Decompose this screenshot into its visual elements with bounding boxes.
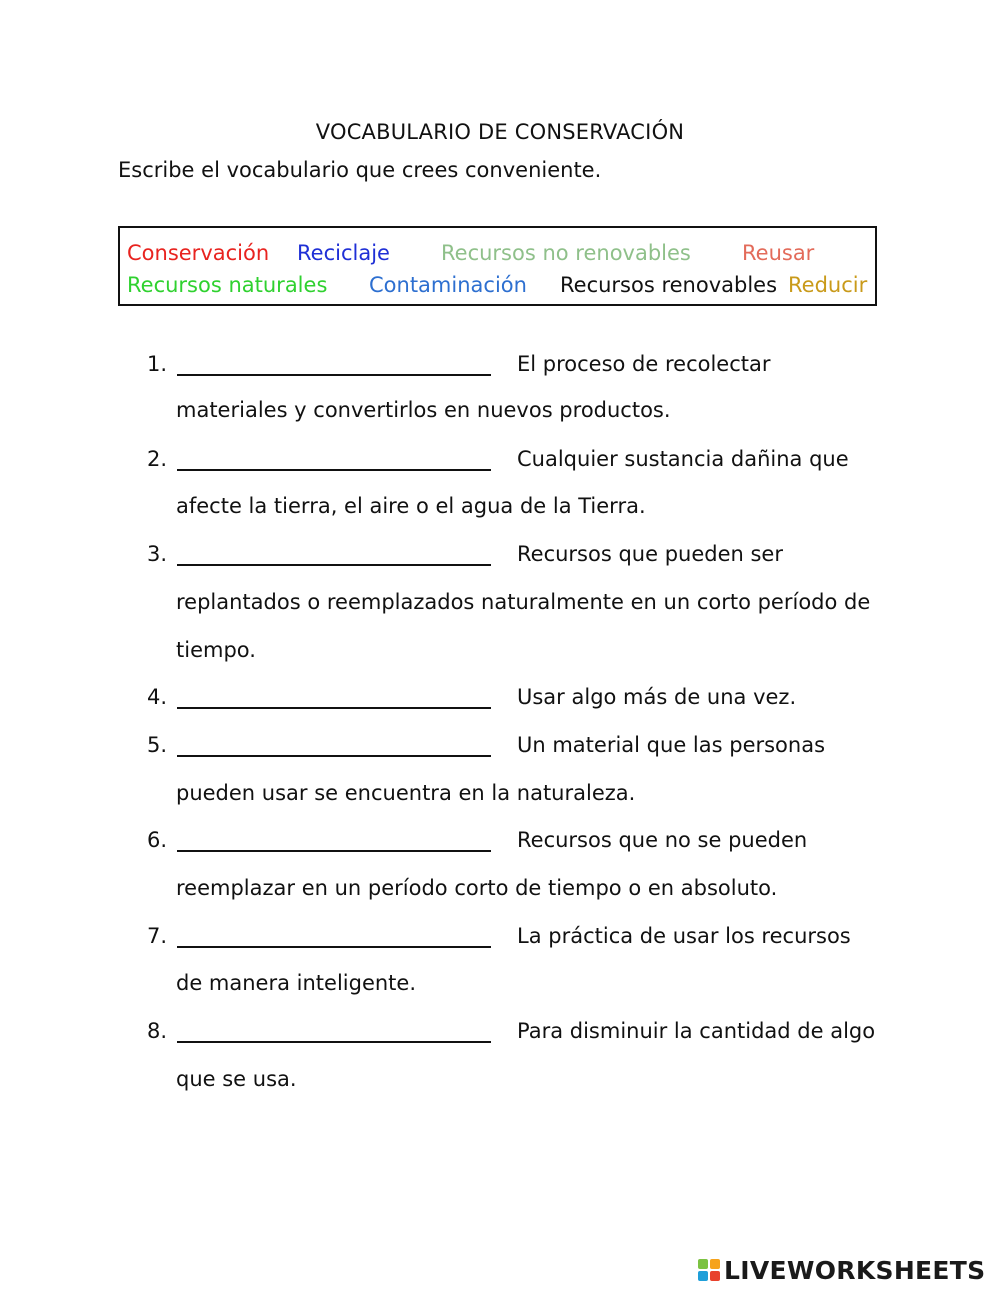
answer-blank-3[interactable] (177, 564, 491, 566)
question-definition: Usar algo más de una vez. (517, 685, 797, 709)
answer-blank-1[interactable] (177, 374, 491, 376)
question-definition-cont: materiales y convertirlos en nuevos productos. (176, 398, 671, 422)
question-number: 6. (147, 828, 168, 852)
question-definition: El proceso de recolectar (517, 352, 771, 376)
word-bank-item: Recursos naturales (127, 273, 328, 297)
answer-blank-2[interactable] (177, 469, 491, 471)
question-definition-cont: replantados o reemplazados naturalmente en un corto período de (176, 590, 871, 614)
question-1 (147, 352, 887, 382)
word-bank-item: Recursos no renovables (441, 241, 691, 265)
logo-blocks-icon (698, 1259, 720, 1281)
answer-blank-4[interactable] (177, 707, 491, 709)
question-number: 8. (147, 1019, 168, 1043)
question-number: 2. (147, 447, 168, 471)
word-bank-item: Reciclaje (297, 241, 390, 265)
question-definition: La práctica de usar los recursos (517, 924, 851, 948)
logo-text: LIVEWORKSHEETS (724, 1255, 986, 1285)
question-number: 3. (147, 542, 168, 566)
logo-block (710, 1259, 720, 1269)
question-number: 4. (147, 685, 168, 709)
question-definition-cont: de manera inteligente. (176, 971, 417, 995)
answer-blank-8[interactable] (177, 1041, 491, 1043)
question-3 (147, 542, 887, 572)
question-definition: Para disminuir la cantidad de algo (517, 1019, 876, 1043)
question-4 (147, 685, 887, 715)
question-2 (147, 447, 887, 477)
question-8 (147, 1019, 887, 1049)
word-bank (118, 226, 877, 306)
question-definition-cont: pueden usar se encuentra en la naturaleza. (176, 781, 636, 805)
question-definition-cont: tiempo. (176, 638, 256, 662)
word-bank-item: Conservación (127, 241, 270, 265)
page-title: VOCABULARIO DE CONSERVACIÓN (315, 120, 685, 144)
answer-blank-5[interactable] (177, 755, 491, 757)
word-bank-item: Reducir (788, 273, 868, 297)
logo-block (710, 1271, 720, 1281)
answer-blank-6[interactable] (177, 850, 491, 852)
logo-block (698, 1259, 708, 1269)
question-definition: Recursos que pueden ser (517, 542, 783, 566)
answer-blank-7[interactable] (177, 946, 491, 948)
question-definition: Un material que las personas (517, 733, 826, 757)
question-number: 5. (147, 733, 168, 757)
question-number: 7. (147, 924, 168, 948)
logo-block (698, 1271, 708, 1281)
question-5 (147, 733, 887, 763)
question-7 (147, 924, 887, 954)
question-definition: Recursos que no se pueden (517, 828, 808, 852)
question-definition-cont: reemplazar en un período corto de tiempo o en absoluto. (176, 876, 778, 900)
question-definition: Cualquier sustancia dañina que (517, 447, 849, 471)
question-number: 1. (147, 352, 168, 376)
word-bank-item: Recursos renovables (560, 273, 778, 297)
question-definition-cont: que se usa. (176, 1067, 297, 1091)
instruction-text: Escribe el vocabulario que crees conveniente. (118, 158, 602, 182)
word-bank-item: Contaminación (369, 273, 527, 297)
word-bank-item: Reusar (742, 241, 815, 265)
liveworksheets-logo (698, 1253, 985, 1287)
question-6 (147, 828, 887, 858)
question-definition-cont: afecte la tierra, el aire o el agua de la Tierra. (176, 494, 646, 518)
